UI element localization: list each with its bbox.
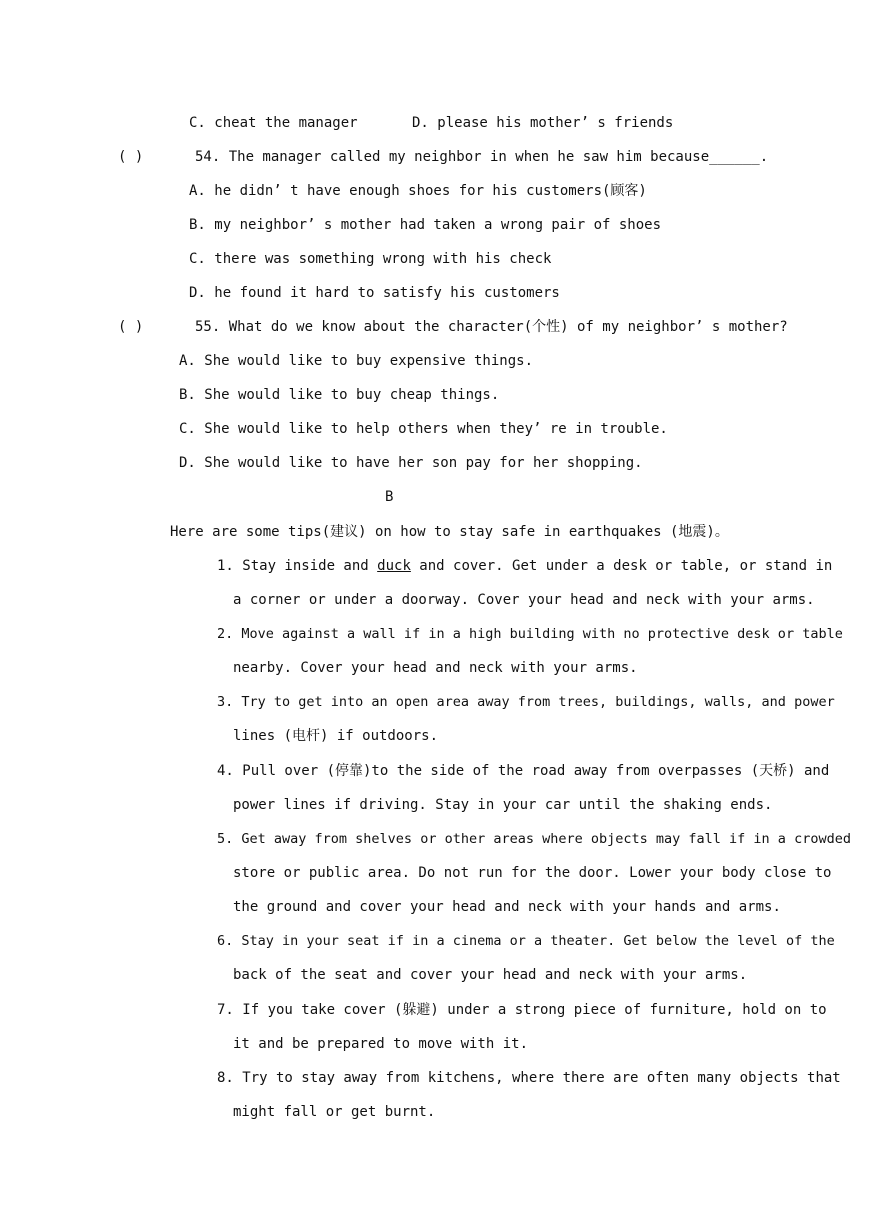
tip-8-line-1: 8. Try to stay away from kitchens, where there are often many objects that [217, 1070, 841, 1086]
section-intro: Here are some tips(建议) on how to stay safe in earthquakes (地震)。 [170, 524, 729, 540]
tip-text: 1. Stay inside and [217, 558, 378, 574]
q54-option-a: A. he didn’ t have enough shoes for his customers(顾客) [189, 183, 647, 199]
tip-6-line-2: back of the seat and cover your head and neck with your arms. [233, 967, 748, 983]
tip-2-line-1: 2. Move against a wall if in a high building with no protective desk or table [217, 626, 843, 642]
question-stem: 55. What do we know about the character(个性) of my neighbor’ s mother? [195, 319, 788, 335]
q54-option-d: D. he found it hard to satisfy his customers [189, 285, 560, 301]
tip-1-line-2: a corner or under a doorway. Cover your head and neck with your arms. [233, 592, 815, 608]
tip-3-line-2: lines (电杆) if outdoors. [233, 728, 439, 744]
q54-option-b: B. my neighbor’ s mother had taken a wrong pair of shoes [189, 217, 662, 233]
q53-option-d: D. please his mother’ s friends [412, 115, 674, 131]
answer-blank: ( ) [118, 149, 144, 165]
tip-3-line-1: 3. Try to get into an open area away from trees, buildings, walls, and power [217, 694, 835, 710]
q53-option-c: C. cheat the manager [189, 115, 358, 131]
tip-6-line-1: 6. Stay in your seat if in a cinema or a theater. Get below the level of the [217, 933, 835, 949]
tip-7-line-1: 7. If you take cover (躲避) under a strong piece of furniture, hold on to [217, 1002, 827, 1018]
answer-blank: ( ) [118, 319, 144, 335]
tip-4-line-1: 4. Pull over (停靠)to the side of the road away from overpasses (天桥) and [217, 763, 830, 779]
tip-8-line-2: might fall or get burnt. [233, 1104, 436, 1120]
tip-2-line-2: nearby. Cover your head and neck with your arms. [233, 660, 638, 676]
tip-text: and cover. Get under a desk or table, or stand in [410, 558, 833, 574]
q55-option-d: D. She would like to have her son pay for her shopping. [179, 455, 643, 471]
q54-option-c: C. there was something wrong with his check [189, 251, 552, 267]
tip-7-line-2: it and be prepared to move with it. [233, 1036, 529, 1052]
section-heading: B [385, 489, 394, 505]
q55-option-b: B. She would like to buy cheap things. [179, 387, 500, 403]
q55-option-c: C. She would like to help others when they’ re in trouble. [179, 421, 668, 437]
tip-4-line-2: power lines if driving. Stay in your car until the shaking ends. [233, 797, 773, 813]
tip-1-line-1 [217, 556, 832, 576]
tip-5-line-2: store or public area. Do not run for the door. Lower your body close to [233, 865, 832, 881]
tip-5-line-1: 5. Get away from shelves or other areas where objects may fall if in a crowded [217, 831, 851, 847]
underlined-word: duck [377, 558, 411, 574]
q55-option-a: A. She would like to buy expensive things. [179, 353, 534, 369]
question-stem: 54. The manager called my neighbor in when he saw him because______. [195, 149, 769, 165]
tip-5-line-3: the ground and cover your head and neck with your hands and arms. [233, 899, 781, 915]
